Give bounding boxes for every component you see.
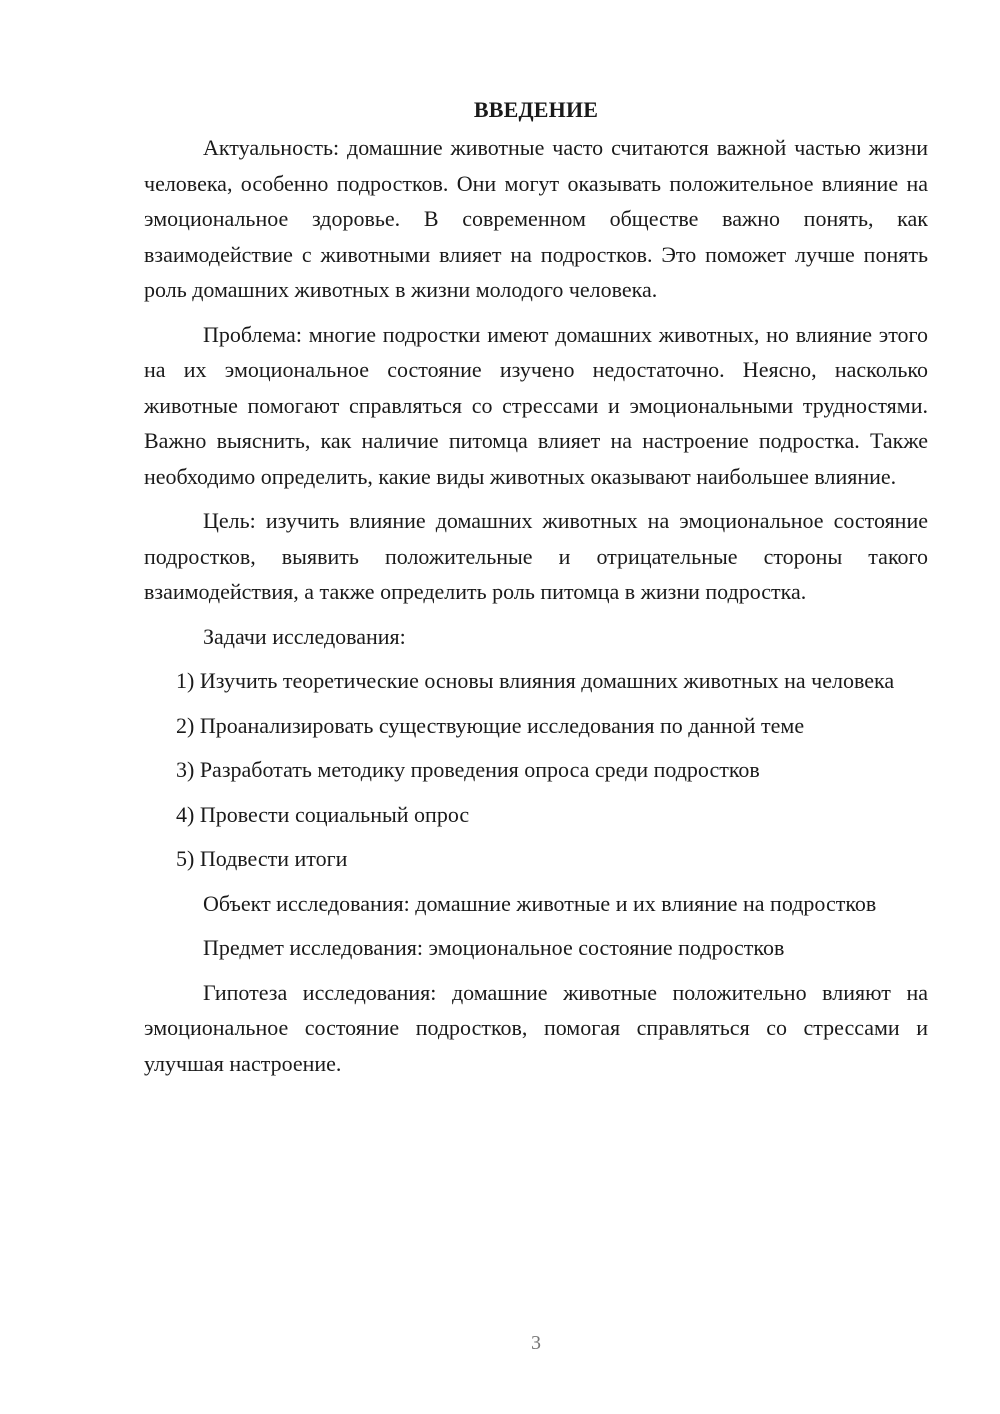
page-number: 3 [531, 1332, 541, 1354]
hypothesis-paragraph: Гипотеза исследования: домашние животные положительно влияют на эмоциональное состояние подростков, помогая справляться со стрессами и улучшая настроение. [144, 979, 928, 1076]
tasks-title: Задачи исследования: [203, 623, 406, 649]
section-heading: ВВЕДЕНИЕ [473, 97, 599, 122]
task-item-5: 5) Подвести итоги [176, 846, 348, 871]
relevance-paragraph: Актуальность: домашние животные часто считаются важной частью жизни человека, особенно подростков. Они могут оказывать положительное влияние на эмоциональное здоровье. В современном обществе важно понять, как взаимодействие с животными влияет на подростков. Это поможет лучше понять роль домашних животных в жизни молодого человека. [144, 135, 928, 302]
task-item-4: 4) Провести социальный опрос [176, 801, 470, 827]
task-item-3: 3) Разработать методику проведения опроса среди подростков [176, 757, 760, 782]
task-item-2: 2) Проанализировать существующие исследования по данной теме [176, 712, 805, 738]
subject-paragraph: Предмет исследования: эмоциональное состояние подростков [203, 935, 785, 960]
document-page [144, 90, 928, 1081]
object-paragraph: Объект исследования: домашние животные и их влияние на подростков [203, 890, 877, 916]
task-item-1: 1) Изучить теоретические основы влияния домашних животных на человека [176, 668, 895, 693]
problem-paragraph: Проблема: многие подростки имеют домашних животных, но влияние этого на их эмоциональное состояние изучено недостаточно. Неясно, насколько животные помогают справляться со стрессами и эмоциональными трудностями. Важно выяснить, как наличие питомца влияет на настроение подростка. Также необходимо определить, какие виды животных оказывают наибольшее влияние. [144, 321, 928, 489]
goal-paragraph: Цель: изучить влияние домашних животных на эмоциональное состояние подростков, выявить положительные и отрицательные стороны такого взаимодействия, а также определить роль питомца в жизни подростка. [144, 508, 928, 604]
